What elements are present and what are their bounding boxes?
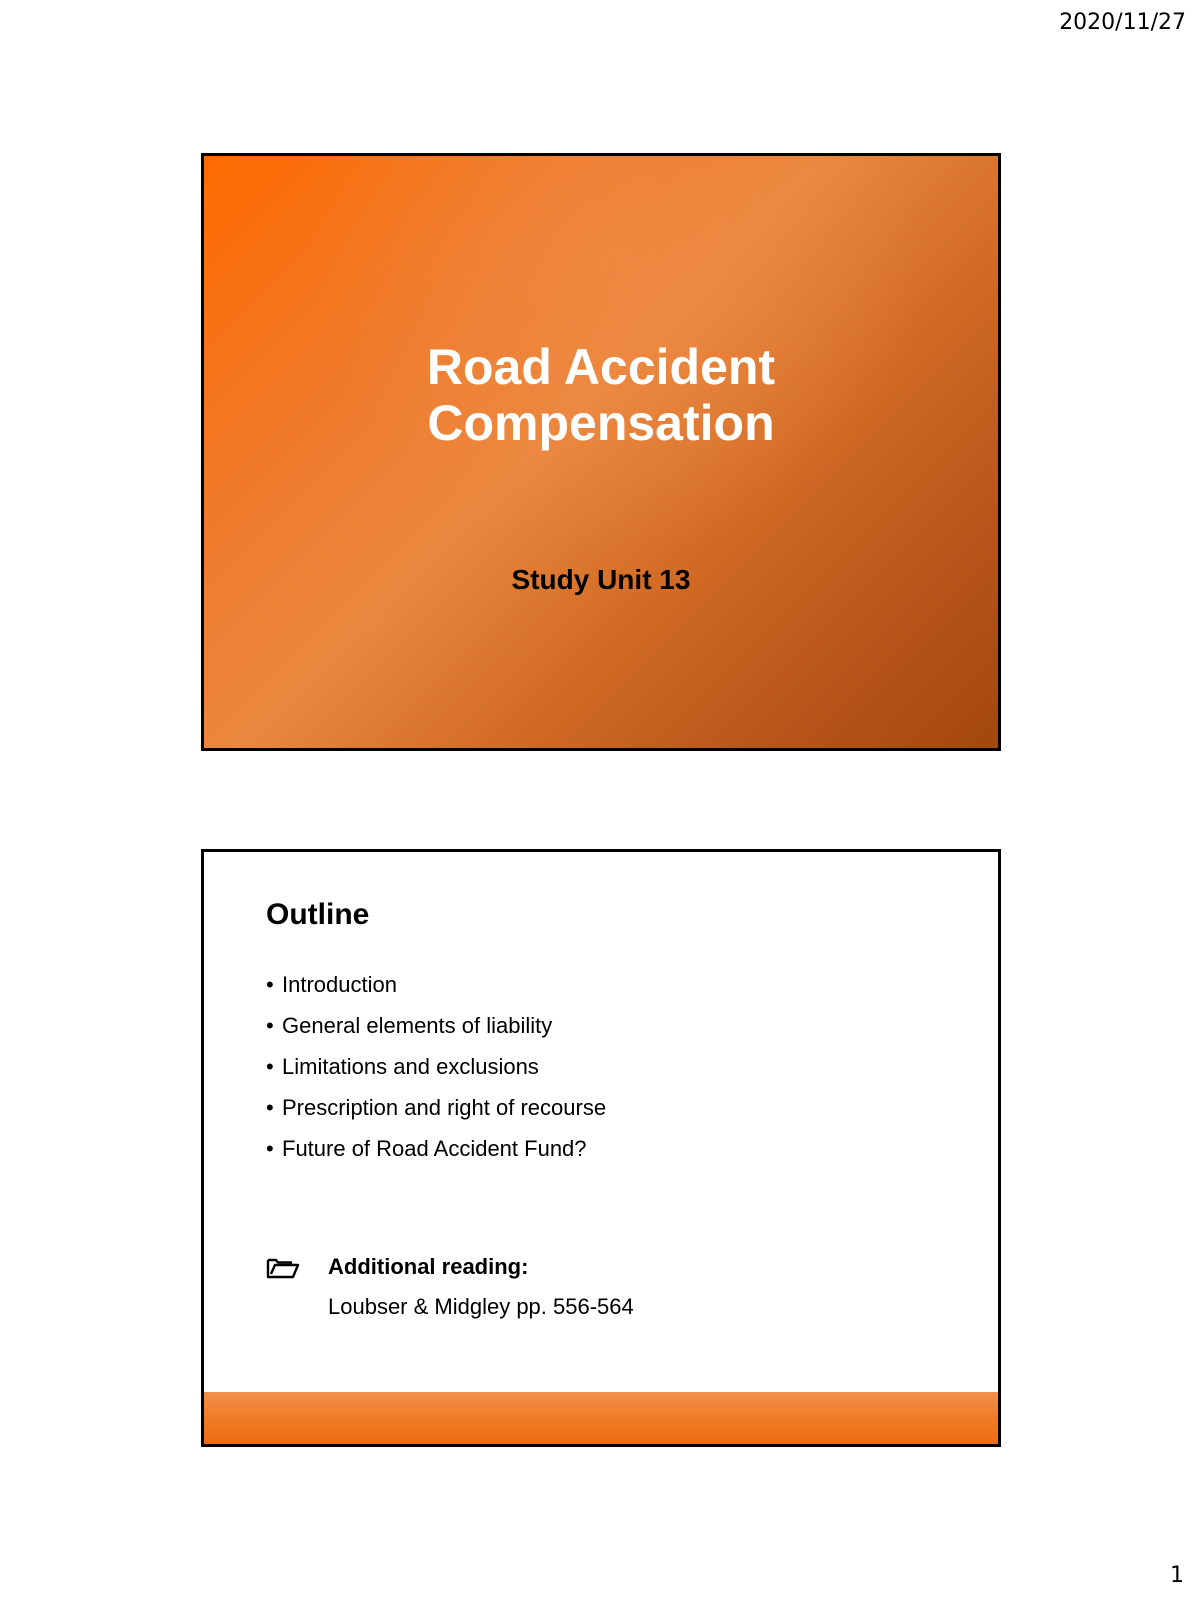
list-item-text: Introduction bbox=[282, 972, 397, 997]
bullet-icon: • bbox=[266, 972, 274, 997]
list-item-text: General elements of liability bbox=[282, 1013, 553, 1038]
bullet-icon: • bbox=[266, 1095, 274, 1120]
outline-list bbox=[266, 964, 606, 1169]
page-number: 1 bbox=[1170, 1563, 1184, 1588]
list-item bbox=[266, 1005, 606, 1046]
list-item-text: Future of Road Accident Fund? bbox=[282, 1136, 587, 1161]
slide-title bbox=[204, 339, 998, 451]
list-item-text: Limitations and exclusions bbox=[282, 1054, 539, 1079]
bullet-icon: • bbox=[266, 1013, 274, 1038]
slide-subtitle: Study Unit 13 bbox=[511, 564, 691, 595]
page-date: 2020/11/27 bbox=[1059, 10, 1186, 35]
list-item bbox=[266, 964, 606, 1005]
slide-title-line: Road Accident bbox=[426, 339, 776, 395]
title-slide bbox=[201, 153, 1001, 751]
outline-title: Outline bbox=[266, 898, 370, 931]
additional-reading-heading: Additional reading: bbox=[328, 1254, 529, 1279]
bullet-icon: • bbox=[266, 1054, 274, 1079]
open-folder-icon bbox=[266, 1256, 300, 1280]
list-item bbox=[266, 1046, 606, 1087]
slide-footer-bar bbox=[204, 1392, 998, 1444]
list-item bbox=[266, 1128, 606, 1169]
outline-slide bbox=[201, 849, 1001, 1447]
slide-title-line: Compensation bbox=[427, 395, 775, 451]
list-item bbox=[266, 1087, 606, 1128]
bullet-icon: • bbox=[266, 1136, 274, 1161]
additional-reading-text: Loubser & Midgley pp. 556-564 bbox=[328, 1294, 634, 1319]
list-item-text: Prescription and right of recourse bbox=[282, 1095, 607, 1120]
